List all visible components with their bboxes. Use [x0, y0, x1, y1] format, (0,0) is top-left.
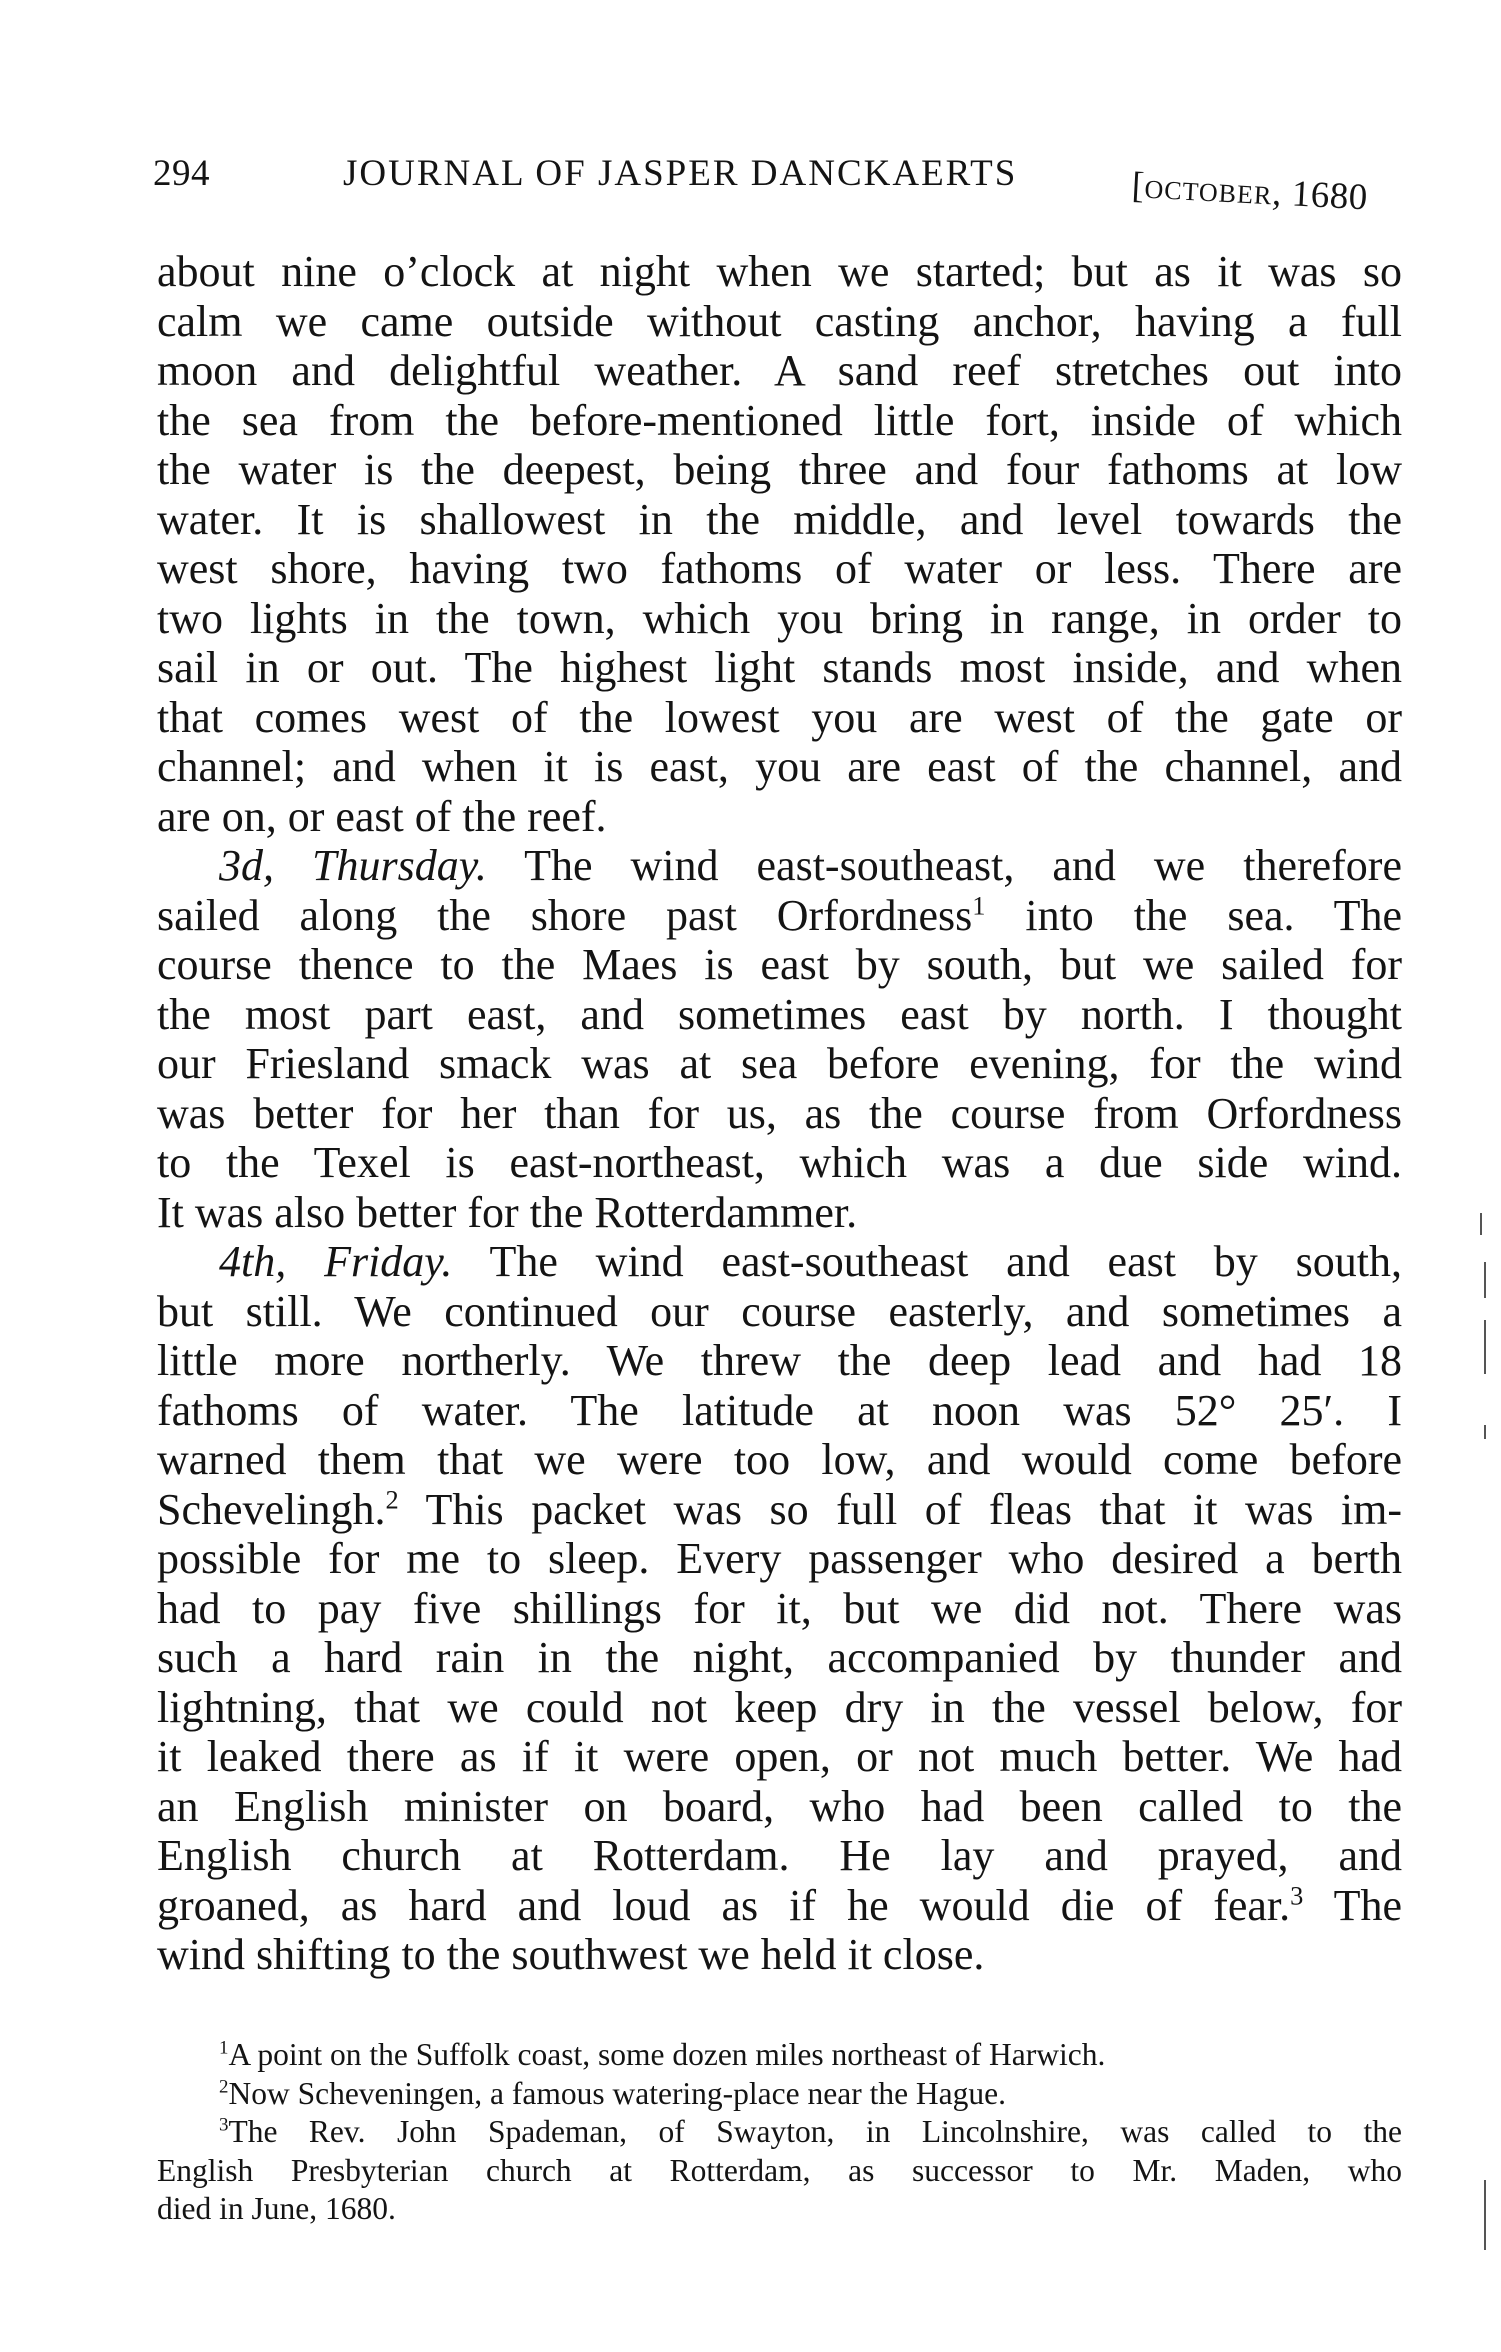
page-number: 294	[153, 153, 210, 194]
text-line: two lights in the town, which you bring in range, in order to	[157, 593, 1402, 643]
text-line: about nine o’clock at night when we started; but as it was so	[157, 247, 1402, 296]
footnote-marker: 1	[219, 2037, 229, 2059]
footnote-3-cont: English Presbyterian church at Rotterdam, as successor to Mr. Maden, who	[157, 2152, 1402, 2188]
running-date	[1131, 164, 1369, 219]
text-line: are on, or east of the reef.	[157, 791, 607, 841]
scan-mark	[1484, 1425, 1486, 1439]
footnotes	[157, 2036, 1402, 2229]
text-line: to the Texel is east-northeast, which was a due side wind.	[157, 1138, 1402, 1187]
text-line	[157, 1237, 1402, 1287]
footnote-text: Now Scheveningen, a famous watering-place near the Hague.	[228, 2075, 1007, 2111]
scan-mark	[1484, 1320, 1486, 1374]
text-line: had to pay five shillings for it, but we did not. There was	[157, 1583, 1402, 1633]
running-date-year: , 1680	[1271, 172, 1369, 219]
text-line	[157, 891, 1402, 941]
line-text: into the sea. The	[985, 890, 1403, 940]
body-text	[157, 247, 1402, 1980]
footnote-ref: 3	[1290, 1879, 1304, 1910]
text-line: moon and delightful weather. A sand reef stretches out into	[157, 346, 1402, 395]
line-text: groaned, as hard and loud as if he would die of fear.	[157, 1880, 1291, 1930]
date-label: 4th, Friday.	[219, 1237, 453, 1286]
running-header	[150, 152, 1410, 219]
text-line: it leaked there as if it were open, or not much better. We had	[157, 1732, 1402, 1781]
line-text: The	[1303, 1880, 1402, 1930]
text-line: an English minister on board, who had been called to the	[157, 1781, 1402, 1831]
running-title: JOURNAL OF JASPER DANCKAERTS	[343, 153, 1018, 194]
footnote-ref: 1	[972, 889, 986, 920]
footnote-3-cont: died in June, 1680.	[157, 2191, 396, 2227]
scan-mark	[1484, 2180, 1486, 2250]
text-line: warned them that we were too low, and would come before	[157, 1435, 1402, 1484]
footnote-1	[157, 2036, 1402, 2075]
line-text: The wind east-southeast, and we therefore	[524, 841, 1402, 890]
footnote-text: A point on the Suffolk coast, some dozen miles northeast of Harwich.	[228, 2037, 1106, 2072]
text-line: course thence to the Maes is east by south, but we sailed for	[157, 940, 1402, 989]
text-line: lightning, that we could not keep dry in the vessel below, for	[157, 1682, 1402, 1732]
text-line: English church at Rotterdam. He lay and prayed, and	[157, 1831, 1402, 1880]
footnote-text: The Rev. John Spademan, of Swayton, in Lincolnshire, was called to the	[228, 2114, 1402, 2150]
text-line: wind shifting to the southwest we held it close.	[157, 1930, 985, 1979]
footnote-ref: 2	[385, 1483, 399, 1514]
text-line: little more northerly. We threw the deep lead and had 18	[157, 1336, 1402, 1385]
text-line	[157, 1485, 1402, 1535]
line-text: sailed along the shore past Orfordness	[157, 890, 973, 940]
text-line: fathoms of water. The latitude at noon was 52° 25′. I	[157, 1385, 1402, 1435]
scan-mark	[1484, 1262, 1486, 1298]
date-label: 3d, Thursday.	[219, 841, 487, 890]
text-line: the water is the deepest, being three and four fathoms at low	[157, 445, 1402, 494]
running-date-bracket: [	[1130, 164, 1146, 207]
text-line: water. It is shallowest in the middle, and level towards the	[157, 494, 1402, 544]
text-line: such a hard rain in the night, accompanied by thunder and	[157, 1633, 1402, 1682]
footnote-2	[157, 2075, 1402, 2114]
line-text: The wind east-southeast and east by south,	[489, 1237, 1402, 1286]
text-line: channel; and when it is east, you are east of the channel, and	[157, 742, 1402, 791]
text-line	[157, 1881, 1402, 1931]
line-text: This packet was so full of fleas that it was im-	[398, 1484, 1402, 1534]
footnote-marker: 2	[219, 2076, 229, 2098]
text-line: possible for me to sleep. Every passenger who desired a berth	[157, 1534, 1402, 1583]
text-line: our Friesland smack was at sea before evening, for the wind	[157, 1039, 1402, 1088]
text-line: sail in or out. The highest light stands most inside, and when	[157, 643, 1402, 692]
text-line: calm we came outside without casting anchor, having a full	[157, 296, 1402, 346]
text-line: It was also better for the Rotterdammer.	[157, 1187, 858, 1237]
line-text: Schevelingh.	[157, 1484, 386, 1534]
text-line	[157, 841, 1402, 891]
footnote-marker: 3	[219, 2114, 229, 2136]
text-line: was better for her than for us, as the course from Orfordness	[157, 1088, 1402, 1138]
footnote-3	[157, 2113, 1402, 2152]
text-line: the most part east, and sometimes east by north. I thought	[157, 989, 1402, 1039]
text-line: west shore, having two fathoms of water or less. There are	[157, 544, 1402, 593]
scan-mark	[1480, 1213, 1482, 1235]
text-line: that comes west of the lowest you are west of the gate or	[157, 692, 1402, 742]
text-line: but still. We continued our course easterly, and sometimes a	[157, 1286, 1402, 1336]
running-date-month: OCTOBER	[1143, 174, 1273, 211]
text-line: the sea from the before-mentioned little fort, inside of which	[157, 395, 1402, 445]
